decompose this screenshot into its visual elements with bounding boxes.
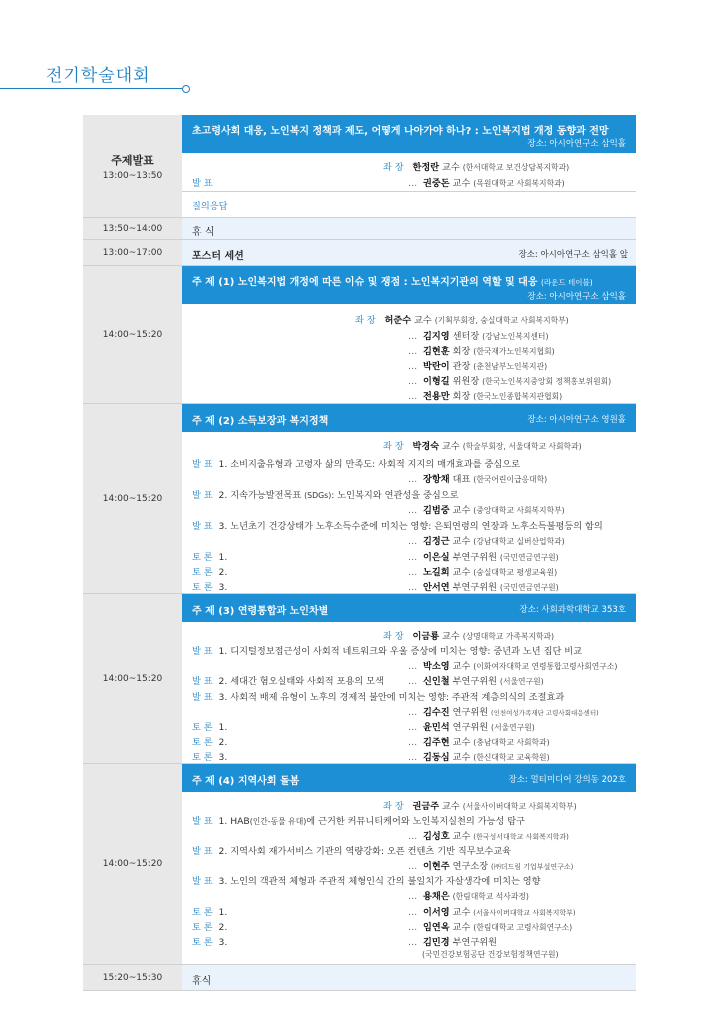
presentation-row xyxy=(192,643,582,657)
discussant-row xyxy=(192,549,227,563)
person-name: 이형길 xyxy=(423,376,450,387)
presentation-title-rest: : 노인복지와 연관성을 중심으로 xyxy=(331,490,459,501)
person-name: 김현훈 xyxy=(423,346,450,357)
ellipsis: … xyxy=(408,907,418,918)
person-affiliation: (국민연금연구원) xyxy=(499,553,559,562)
person-affiliation: (강남노인복지센터) xyxy=(482,332,549,341)
person-title: 관장 xyxy=(452,361,471,372)
keynote-chair-row xyxy=(383,159,569,173)
person-name: 전용만 xyxy=(423,391,450,402)
person-title: 위원장 xyxy=(452,376,480,387)
person-name: 권중돈 xyxy=(423,178,450,189)
discussant-row xyxy=(192,719,227,733)
discussant xyxy=(408,934,497,948)
topic-1-chair-row xyxy=(355,312,569,326)
role-label: 좌 장 xyxy=(383,801,404,812)
presenter-row xyxy=(408,673,544,687)
panel-row xyxy=(408,358,547,372)
role-label: 토 론 xyxy=(192,582,213,593)
role-label: 좌 장 xyxy=(383,162,404,173)
ellipsis: … xyxy=(408,552,418,563)
person-title: 교수 xyxy=(414,315,432,326)
person-title: 교수 xyxy=(442,162,460,173)
ellipsis: … xyxy=(408,737,418,748)
person-name: 김성호 xyxy=(423,831,450,842)
presenter-row xyxy=(408,502,565,516)
presentation-title: 1. 디지털정보접근성이 사회적 네트워크와 우울 증상에 미치는 영향: 중년과 노년 집단 비교 xyxy=(218,646,583,657)
role-label: 토 론 xyxy=(192,722,213,733)
panel-row xyxy=(408,343,555,357)
break-2-row xyxy=(182,965,636,991)
role-label: 좌 장 xyxy=(383,441,404,452)
person-affiliation: (국민건강보험공단 건강보험정책연구원) xyxy=(422,950,559,959)
person-title: 교수 xyxy=(452,737,471,748)
role-label: 발 표 xyxy=(192,459,213,470)
presenter-row xyxy=(408,533,565,547)
person-name: 윤민석 xyxy=(423,722,450,733)
ellipsis: … xyxy=(408,676,418,687)
discussant xyxy=(408,904,576,918)
ellipsis: … xyxy=(408,567,418,578)
discussant xyxy=(408,579,559,593)
ellipsis: … xyxy=(408,536,418,547)
topic-time: 14:00~15:20 xyxy=(102,673,163,684)
discussant-number: 1. xyxy=(218,907,228,918)
person-title: 연구소장 xyxy=(452,861,489,872)
discussant-row xyxy=(192,734,227,748)
person-affiliation: (한국어린이급응대학) xyxy=(473,475,548,484)
discussant xyxy=(408,549,559,563)
topic-2-chair-row xyxy=(383,438,582,452)
person-title: 교수 xyxy=(452,567,471,578)
role-label: 발 표 xyxy=(192,876,213,887)
presentation-row xyxy=(192,518,603,532)
ellipsis: … xyxy=(408,346,418,357)
person-title: 부연구위원 xyxy=(452,676,497,687)
discussant xyxy=(408,719,535,733)
presentation-row xyxy=(192,487,459,501)
person-title: 부연구위원 xyxy=(452,582,497,593)
person-affiliation: (한국재가노인복지협회) xyxy=(473,347,555,356)
poster-time: 13:00~17:00 xyxy=(102,247,163,258)
topic-title-sub: (라운드 테이블) xyxy=(540,278,593,287)
time-cell-topic-2 xyxy=(83,404,182,594)
keynote-venue: 장소: 아시아연구소 삼익홀 xyxy=(527,139,626,149)
topic-time: 14:00~15:20 xyxy=(102,859,163,869)
person-affiliation: (기획부회장, 숭실대학교 사회복지학부) xyxy=(434,316,569,325)
discussant-row xyxy=(192,579,227,593)
person-name: 김수진 xyxy=(423,707,450,718)
person-title: 교수 xyxy=(452,752,471,763)
schedule-table xyxy=(83,115,636,991)
time-cell-poster xyxy=(83,240,182,266)
person-name: 김정근 xyxy=(423,536,450,547)
discussant-row xyxy=(192,564,227,578)
ellipsis: … xyxy=(408,937,418,948)
person-affiliation: (강남대학교 실버산업학과) xyxy=(473,537,565,546)
topic-time: 14:00~15:20 xyxy=(102,329,163,340)
ellipsis: … xyxy=(408,376,418,387)
topic-3-chair-row xyxy=(383,628,554,642)
role-label: 토 론 xyxy=(192,937,213,948)
ellipsis: … xyxy=(408,891,418,902)
person-name: 용채은 xyxy=(423,891,450,902)
person-name: 한정란 xyxy=(412,162,440,173)
presentation-row xyxy=(192,456,520,470)
person-name: 이현주 xyxy=(423,861,450,872)
poster-label: 포스터 세션 xyxy=(192,251,244,262)
person-affiliation: (이화여자대학교 연령통합고령사회연구소) xyxy=(473,662,618,671)
presenter-row xyxy=(408,704,599,718)
presenter-row xyxy=(408,658,617,672)
role-label: 발 표 xyxy=(192,676,213,687)
presenter-row xyxy=(408,858,573,872)
page-header-title: 전기학술대회 xyxy=(46,66,151,86)
person-name: 김범중 xyxy=(423,505,450,516)
presentation-row xyxy=(192,873,541,887)
person-name: 박란이 xyxy=(423,361,450,372)
person-affiliation: (춘천남부노인복지관) xyxy=(473,362,548,371)
time-cell-topic-1 xyxy=(83,266,182,404)
person-affiliation: (충남대학교 사회학과) xyxy=(473,738,550,747)
topic-2-venue: 장소: 아시아연구소 영원홀 xyxy=(527,415,626,425)
session-label: 주제발표 xyxy=(111,153,154,167)
presentation-title: 3. 노인의 객관적 체형과 주관적 체형인식 간의 불일치가 자살생각에 미치는 영향 xyxy=(218,876,541,887)
discussant-row xyxy=(192,904,227,918)
topic-time: 14:00~15:20 xyxy=(102,493,163,504)
presentation-title: 2. 지역사회 재가서비스 기관의 역량강화: 오픈 컨텐츠 기반 직무보수교육 xyxy=(218,846,512,857)
person-affiliation: (국민연금연구원) xyxy=(499,583,559,592)
discussant-row xyxy=(192,934,227,948)
person-affiliation: (한서대학교 보건상담복지학과) xyxy=(462,163,570,172)
presentation-title: 1. HAB xyxy=(218,816,250,827)
role-label: 토 론 xyxy=(192,567,213,578)
person-affiliation: (한림대학교 고령사회연구소) xyxy=(473,923,573,932)
presentation-row xyxy=(192,673,384,687)
role-label: 토 론 xyxy=(192,907,213,918)
topic-4-title: 주 제 (4) 지역사회 돌봄 xyxy=(192,776,300,787)
person-affiliation: (학술부회장, 서울대학교 사회학과) xyxy=(462,442,582,451)
presentation-title: 2. 지속가능발전목표 xyxy=(218,490,302,501)
header-rule-dot xyxy=(182,85,190,93)
topic-title-text: 주 제 (1) 노인복지법 개정에 따른 이슈 및 쟁점 : 노인복지기관의 역할 및 대응 xyxy=(192,277,538,288)
keynote-title-bar xyxy=(182,115,636,153)
presenter-row xyxy=(408,471,547,485)
discussant xyxy=(408,749,550,763)
discussant-row xyxy=(192,919,227,933)
ellipsis: … xyxy=(408,861,418,872)
topic-4-chair-row xyxy=(383,798,577,812)
person-name: 이은실 xyxy=(423,552,450,563)
person-affiliation: (한국성서대학교 사회복지학과) xyxy=(473,833,569,841)
topic-2-title: 주 제 (2) 소득보장과 복지정책 xyxy=(192,416,329,427)
topic-3-title-bar xyxy=(182,594,636,622)
ellipsis: … xyxy=(408,707,418,718)
person-affiliation: (서울연구원) xyxy=(491,723,535,732)
presentation-title: 3. 사회적 배제 유형이 노후의 경제적 불안에 미치는 영향: 주관적 계층의식의 조절효과 xyxy=(218,692,565,703)
person-affiliation: (서울사이버대학교 사회복지학부) xyxy=(462,802,577,811)
discussant-affiliation-line xyxy=(422,949,559,960)
person-affiliation: (한국노인복지중앙회 정책홍보위원회) xyxy=(482,377,612,386)
break-time: 15:20~15:30 xyxy=(102,972,163,983)
presentation-title: 2. 세대간 혐오실태와 사회적 포용의 모색 xyxy=(218,676,384,687)
person-name: 김민경 xyxy=(423,937,450,948)
presenter-row xyxy=(408,888,529,902)
person-affiliation: (서울사이버대학교 사회복지학부) xyxy=(473,909,576,917)
person-name: 장항채 xyxy=(423,474,450,485)
person-name: 이금룡 xyxy=(412,631,440,642)
discussant xyxy=(408,734,550,748)
person-name: 권금주 xyxy=(412,801,440,812)
person-title: 교수 xyxy=(452,178,471,189)
person-affiliation: (중앙대학교 사회복지학부) xyxy=(473,506,565,515)
session-time: 13:00~13:50 xyxy=(102,170,163,181)
ellipsis: … xyxy=(408,582,418,593)
person-name: 박경숙 xyxy=(412,441,440,452)
topic-2-title-bar xyxy=(182,404,636,432)
person-name: 김주현 xyxy=(423,737,450,748)
discussant-number: 2. xyxy=(218,737,228,748)
person-title: 교수 xyxy=(452,922,471,933)
break-label: 휴 식 xyxy=(192,227,215,238)
person-affiliation: (숭실대학교 평생교육원) xyxy=(473,568,558,577)
person-name: 임연옥 xyxy=(423,922,450,933)
person-title: 연구위원 xyxy=(452,722,489,733)
keynote-presenter-row xyxy=(192,175,213,189)
person-name: 허준수 xyxy=(384,315,412,326)
presentation-title: 3. 노년초기 건강상태가 노후소득수준에 미치는 영향: 은퇴연령의 연장과 노후소득불평등의 함의 xyxy=(218,521,603,532)
person-title: 교수 xyxy=(442,801,460,812)
topic-1-venue: 장소: 아시아연구소 삼익홀 xyxy=(527,292,626,302)
person-title: 연구위원 xyxy=(452,707,489,718)
ellipsis: … xyxy=(408,361,418,372)
ellipsis: … xyxy=(408,505,418,516)
person-affiliation: (인천여성가족재단 고령사회대응센터) xyxy=(491,709,599,717)
panel-row xyxy=(408,388,562,402)
time-cell-break-2 xyxy=(83,965,182,991)
person-title: 대표 xyxy=(452,474,471,485)
person-name: 김동심 xyxy=(423,752,450,763)
person-affiliation: (목원대학교 사회복지학과) xyxy=(473,179,565,188)
topic-4-venue: 장소: 멀티미디어 강의동 202호 xyxy=(508,775,626,785)
person-affiliation: (한신대학교 교육학원) xyxy=(473,753,550,762)
discussant-row xyxy=(192,749,227,763)
qa-label: 질의응답 xyxy=(192,201,228,212)
person-title: 부연구위원 xyxy=(452,937,497,948)
break-2-label: 휴식 xyxy=(192,976,212,987)
ellipsis: … xyxy=(408,474,418,485)
person-title: 교수 xyxy=(442,441,460,452)
discussant-number: 3. xyxy=(218,752,228,763)
person-affiliation: (㈜더드림 기업부설연구소) xyxy=(491,863,574,871)
person-title: 교수 xyxy=(452,831,471,842)
presentation-title-paren: (인간-동물 유대) xyxy=(249,817,307,826)
person-title: 교수 xyxy=(452,505,471,516)
time-cell-break xyxy=(83,218,182,240)
presentation-row xyxy=(192,689,564,703)
ellipsis: … xyxy=(408,752,418,763)
discussant-number: 3. xyxy=(218,937,228,948)
discussant-number: 1. xyxy=(218,552,228,563)
ellipsis: … xyxy=(408,831,418,842)
role-label: 발 표 xyxy=(192,646,213,657)
person-title: 교수 xyxy=(452,907,471,918)
person-affiliation: (서울연구원) xyxy=(499,677,544,686)
presenter-row xyxy=(408,828,569,842)
person-affiliation: (한림대학교 석사과정) xyxy=(452,892,529,901)
ellipsis: … xyxy=(408,661,418,672)
topic-3-venue: 장소: 사회과학대학교 353호 xyxy=(519,605,626,615)
header-rule xyxy=(0,88,183,89)
presentation-row xyxy=(192,843,511,857)
role-label: 발 표 xyxy=(192,521,213,532)
topic-1-title-bar xyxy=(182,266,636,304)
role-label: 토 론 xyxy=(192,752,213,763)
person-title: 교수 xyxy=(452,661,471,672)
topic-1-title xyxy=(192,273,593,288)
time-cell-keynote xyxy=(83,115,182,218)
role-label: 좌 장 xyxy=(355,315,376,326)
person-name: 이서영 xyxy=(423,907,450,918)
person-name: 노길희 xyxy=(423,567,450,578)
break-row xyxy=(182,218,636,240)
ellipsis: … xyxy=(408,178,418,189)
panel-row xyxy=(408,373,611,387)
role-label: 발 표 xyxy=(192,178,213,189)
person-name: 김지영 xyxy=(423,331,450,342)
topic-3-title: 주 제 (3) 연령통합과 노인차별 xyxy=(192,606,329,617)
role-label: 토 론 xyxy=(192,552,213,563)
time-cell-topic-4 xyxy=(83,764,182,965)
poster-venue: 장소: 아시아연구소 삼익홀 앞 xyxy=(518,250,628,260)
person-title: 교수 xyxy=(452,536,471,547)
break-time: 13:50~14:00 xyxy=(102,223,163,234)
person-affiliation: (한국노인종합복지관협회) xyxy=(473,392,563,401)
presentation-title: 1. 소비지출유형과 고령자 삶의 만족도: 사회적 지지의 매개효과를 중심으로 xyxy=(218,459,520,470)
discussant xyxy=(408,564,557,578)
person-name: 안서연 xyxy=(423,582,450,593)
keynote-title: 초고령사회 대응, 노인복지 정책과 제도, 어떻게 나아가야 하나? : 노인복지법 개정 동향과 전망 xyxy=(192,126,609,137)
person-title: 부연구위원 xyxy=(452,552,497,563)
discussant xyxy=(408,919,572,933)
person-name: 박소영 xyxy=(423,661,450,672)
role-label: 발 표 xyxy=(192,692,213,703)
role-label: 토 론 xyxy=(192,922,213,933)
person-affiliation: (상명대학교 가족복지학과) xyxy=(462,632,555,641)
person-title: 교수 xyxy=(442,631,460,642)
role-label: 발 표 xyxy=(192,490,213,501)
discussant-number: 3. xyxy=(218,582,228,593)
person-title: 회장 xyxy=(452,346,471,357)
qa-divider xyxy=(182,191,636,192)
presentation-title-rest: 에 근거한 커뮤니티케어와 노인복지실천의 가능성 탐구 xyxy=(306,816,526,827)
role-label: 토 론 xyxy=(192,737,213,748)
discussant-number: 1. xyxy=(218,722,228,733)
ellipsis: … xyxy=(408,391,418,402)
presentation-title-abbrev: (SDGs) xyxy=(304,491,332,500)
time-cell-topic-3 xyxy=(83,594,182,764)
person-title: 센터장 xyxy=(452,331,480,342)
role-label: 발 표 xyxy=(192,816,213,827)
person-name: 신인철 xyxy=(423,676,450,687)
role-label: 좌 장 xyxy=(383,631,404,642)
presentation-row xyxy=(192,813,525,827)
ellipsis: … xyxy=(408,922,418,933)
person-title: 회장 xyxy=(452,391,471,402)
role-label: 발 표 xyxy=(192,846,213,857)
keynote-presenter xyxy=(408,175,565,189)
discussant-number: 2. xyxy=(218,922,228,933)
ellipsis: … xyxy=(408,722,418,733)
discussant-number: 2. xyxy=(218,567,228,578)
panel-row xyxy=(408,328,549,342)
topic-4-title-bar xyxy=(182,764,636,792)
ellipsis: … xyxy=(408,331,418,342)
